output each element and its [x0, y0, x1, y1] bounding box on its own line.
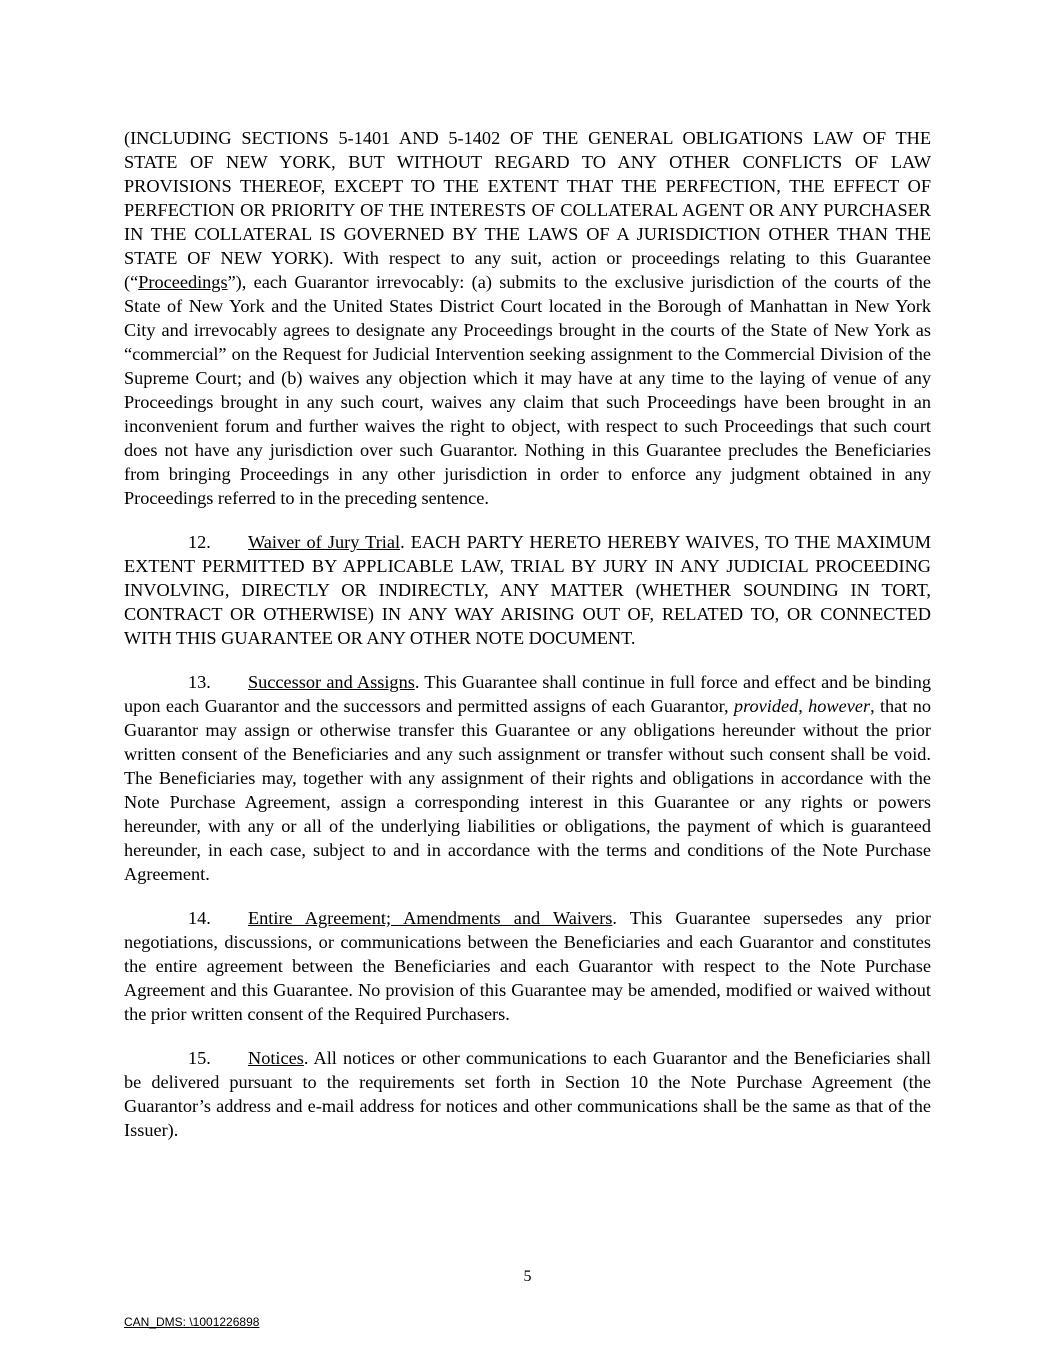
section-number: 14.: [188, 908, 211, 928]
paragraph-text: (INCLUDING SECTIONS 5-1401 AND 5-1402 OF THE GENERAL OBLIGATIONS LAW OF THE STATE OF NEW YORK, BUT WITHOUT REGARD TO ANY OTHER CONFLICTS OF LAW PROVISIONS THEREOF, EXCEPT TO THE EXTENT THAT THE PERFECTION, THE EFFECT OF PERFECTION OR PRIORITY OF THE INTERESTS OF COLLATERAL AGENT OR ANY PURCHASER IN THE COLLATERAL IS GOVERNED BY THE LAWS OF A JURISDICTION OTHER THAN THE STATE OF NEW YORK). With respect to any suit, action or proceedings relating to this Guarantee (“: [124, 128, 931, 292]
section-text: . EACH PARTY HERETO HEREBY WAIVES, TO THE MAXIMUM EXTENT PERMITTED BY APPLICABLE LAW, TRIAL BY JURY IN ANY JUDICIAL PROCEEDING INVOLVING, DIRECTLY OR INDIRECTLY, ANY MATTER (WHETHER SOUNDING IN TORT, CONTRACT OR OTHERWISE) IN ANY WAY ARISING OUT OF, RELATED TO, OR CONNECTED WITH THIS GUARANTEE OR ANY OTHER NOTE DOCUMENT.: [124, 532, 931, 648]
section-heading: Entire Agreement; Amendments and Waivers: [248, 908, 613, 928]
section-number: 12.: [188, 532, 211, 552]
proviso-italic: provided, however: [733, 696, 871, 716]
section-14: [124, 906, 931, 1026]
governing-law-paragraph: [124, 126, 931, 510]
section-text: . This Guarantee shall continue in full force and effect and be binding upon each Guarantor and the successors and permitted assigns of each Guarantor,: [124, 672, 931, 716]
section-heading: Successor and Assigns: [248, 672, 415, 692]
section-heading: Waiver of Jury Trial: [248, 532, 401, 552]
section-text: . All notices or other communications to each Guarantor and the Beneficiaries shall be delivered pursuant to the requirements set forth in Section 10 the Note Purchase Agreement (the Guarantor’s address and e-mail address for notices and other communications shall be the same as that of the Issuer).: [124, 1048, 931, 1140]
section-text: . This Guarantee supersedes any prior negotiations, discussions, or communications between the Beneficiaries and each Guarantor and constitutes the entire agreement between the Beneficiaries and each Guarantor with respect to the Note Purchase Agreement and this Guarantee. No provision of this Guarantee may be amended, modified or waived without the prior written consent of the Required Purchasers.: [124, 908, 931, 1024]
paragraph-text: ”), each Guarantor irrevocably: (a) submits to the exclusive jurisdiction of the courts of the State of New York and the United States District Court located in the Borough of Manhattan in New York City and irrevocably agrees to designate any Proceedings brought in the courts of the State of New York as “commercial” on the Request for Judicial Intervention seeking assignment to the Commercial Division of the Supreme Court; and (b) waives any objection which it may have at any time to the laying of venue of any Proceedings brought in any such court, waives any claim that such Proceedings have been brought in an inconvenient forum and further waives the right to object, with respect to such Proceedings that such court does not have any jurisdiction over such Guarantor. Nothing in this Guarantee precludes the Beneficiaries from bringing Proceedings in any other jurisdiction in order to enforce any judgment obtained in any Proceedings referred to in the preceding sentence.: [124, 272, 931, 508]
section-text: , that no Guarantor may assign or otherwise transfer this Guarantee or any obligations hereunder without the prior written consent of the Beneficiaries and any such assignment or transfer without such consent shall be void. The Beneficiaries may, together with any assignment of their rights and obligations in accordance with the Note Purchase Agreement, assign a corresponding interest in this Guarantee or any rights or powers hereunder, with any or all of the underlying liabilities or obligations, the payment of which is guaranteed hereunder, in each case, subject to and in accordance with the terms and conditions of the Note Purchase Agreement.: [124, 696, 931, 884]
section-13: [124, 670, 931, 886]
document-id-footer: CAN_DMS: \1001226898: [124, 1315, 260, 1329]
page-number: 5: [523, 1268, 532, 1285]
section-12: [124, 530, 931, 650]
document-body: [124, 126, 931, 1162]
section-number: 15.: [188, 1048, 211, 1068]
defined-term-proceedings: Proceedings: [138, 272, 228, 292]
section-number: 13.: [188, 672, 211, 692]
section-15: [124, 1046, 931, 1142]
section-heading: Notices: [248, 1048, 304, 1068]
